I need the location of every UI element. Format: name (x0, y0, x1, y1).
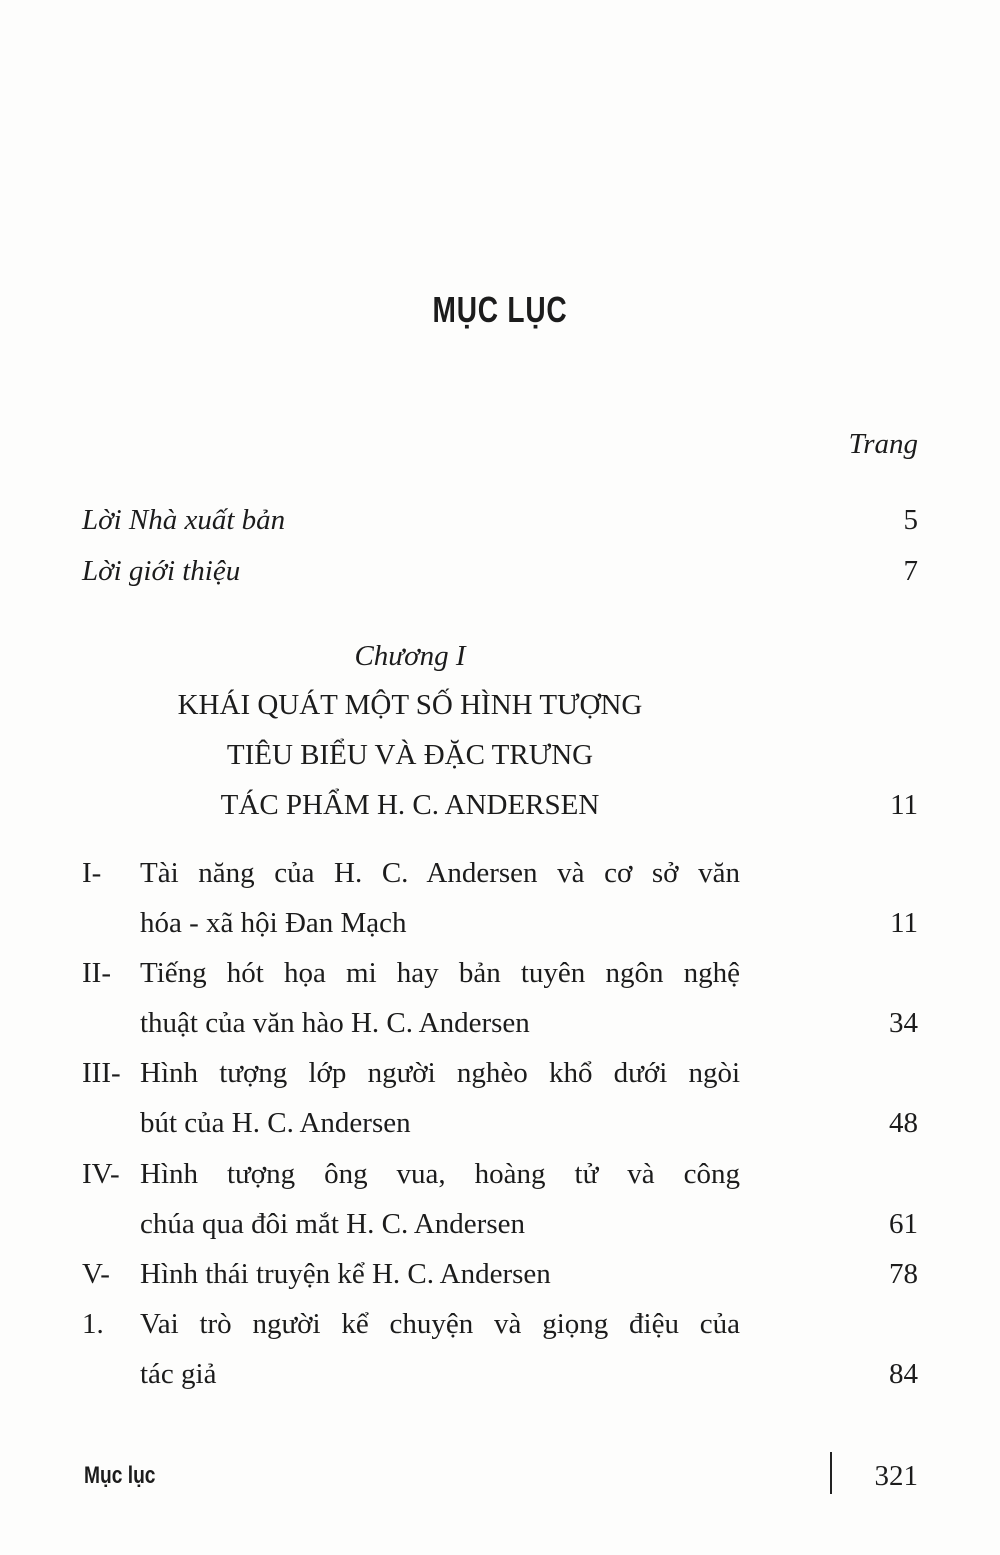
entry-line: Hình thái truyện kể H. C. Andersen (140, 1258, 551, 1290)
chapter-title-line: KHÁI QUÁT MỘT SỐ HÌNH TƯỢNG (177, 689, 643, 721)
entry-line: Tài năng của H. C. Andersen và cơ sở văn (140, 857, 740, 889)
entry-line: hóa - xã hội Đan Mạch (140, 907, 407, 939)
toc-front-page: 7 (903, 555, 918, 587)
footer-page-number: 321 (874, 1460, 918, 1492)
entry-page: 61 (889, 1208, 918, 1240)
page-column-header: Trang (848, 428, 918, 460)
entry-page: 84 (889, 1358, 918, 1390)
entry-number: 1. (82, 1308, 104, 1340)
toc-front-page: 5 (903, 504, 918, 536)
entry-page: 48 (889, 1107, 918, 1139)
chapter-label: Chương I (354, 640, 466, 672)
toc-front-label: Lời Nhà xuất bản (82, 504, 286, 536)
entry-number: V- (82, 1258, 110, 1290)
entry-line: bút của H. C. Andersen (140, 1107, 411, 1139)
entry-line: Hình tượng ông vua, hoàng tử và công (140, 1158, 740, 1190)
chapter-title-line: TÁC PHẨM H. C. ANDERSEN (220, 789, 600, 821)
entry-line: chúa qua đôi mắt H. C. Andersen (140, 1208, 525, 1240)
page-title: MỤC LỤC (432, 289, 568, 330)
footer-divider (830, 1452, 832, 1494)
entry-line: Vai trò người kể chuyện và giọng điệu của (140, 1308, 740, 1340)
entry-page: 78 (889, 1258, 918, 1290)
entry-number: IV- (82, 1158, 120, 1190)
chapter-page: 11 (890, 789, 918, 821)
toc-front-label: Lời giới thiệu (82, 555, 241, 587)
chapter-title-line: TIÊU BIỂU VÀ ĐẶC TRƯNG (226, 739, 594, 771)
footer-section-title: Mục lục (84, 1462, 156, 1489)
entry-line: Tiếng hót họa mi hay bản tuyên ngôn nghệ (140, 957, 740, 989)
entry-page: 34 (889, 1007, 918, 1039)
entry-line: Hình tượng lớp người nghèo khổ dưới ngòi (140, 1057, 740, 1089)
entry-line: tác giả (140, 1358, 217, 1390)
entry-number: II- (82, 957, 111, 989)
entry-page: 11 (890, 907, 918, 939)
entry-number: I- (82, 857, 102, 889)
entry-line: thuật của văn hào H. C. Andersen (140, 1007, 530, 1039)
entry-number: III- (82, 1057, 121, 1089)
